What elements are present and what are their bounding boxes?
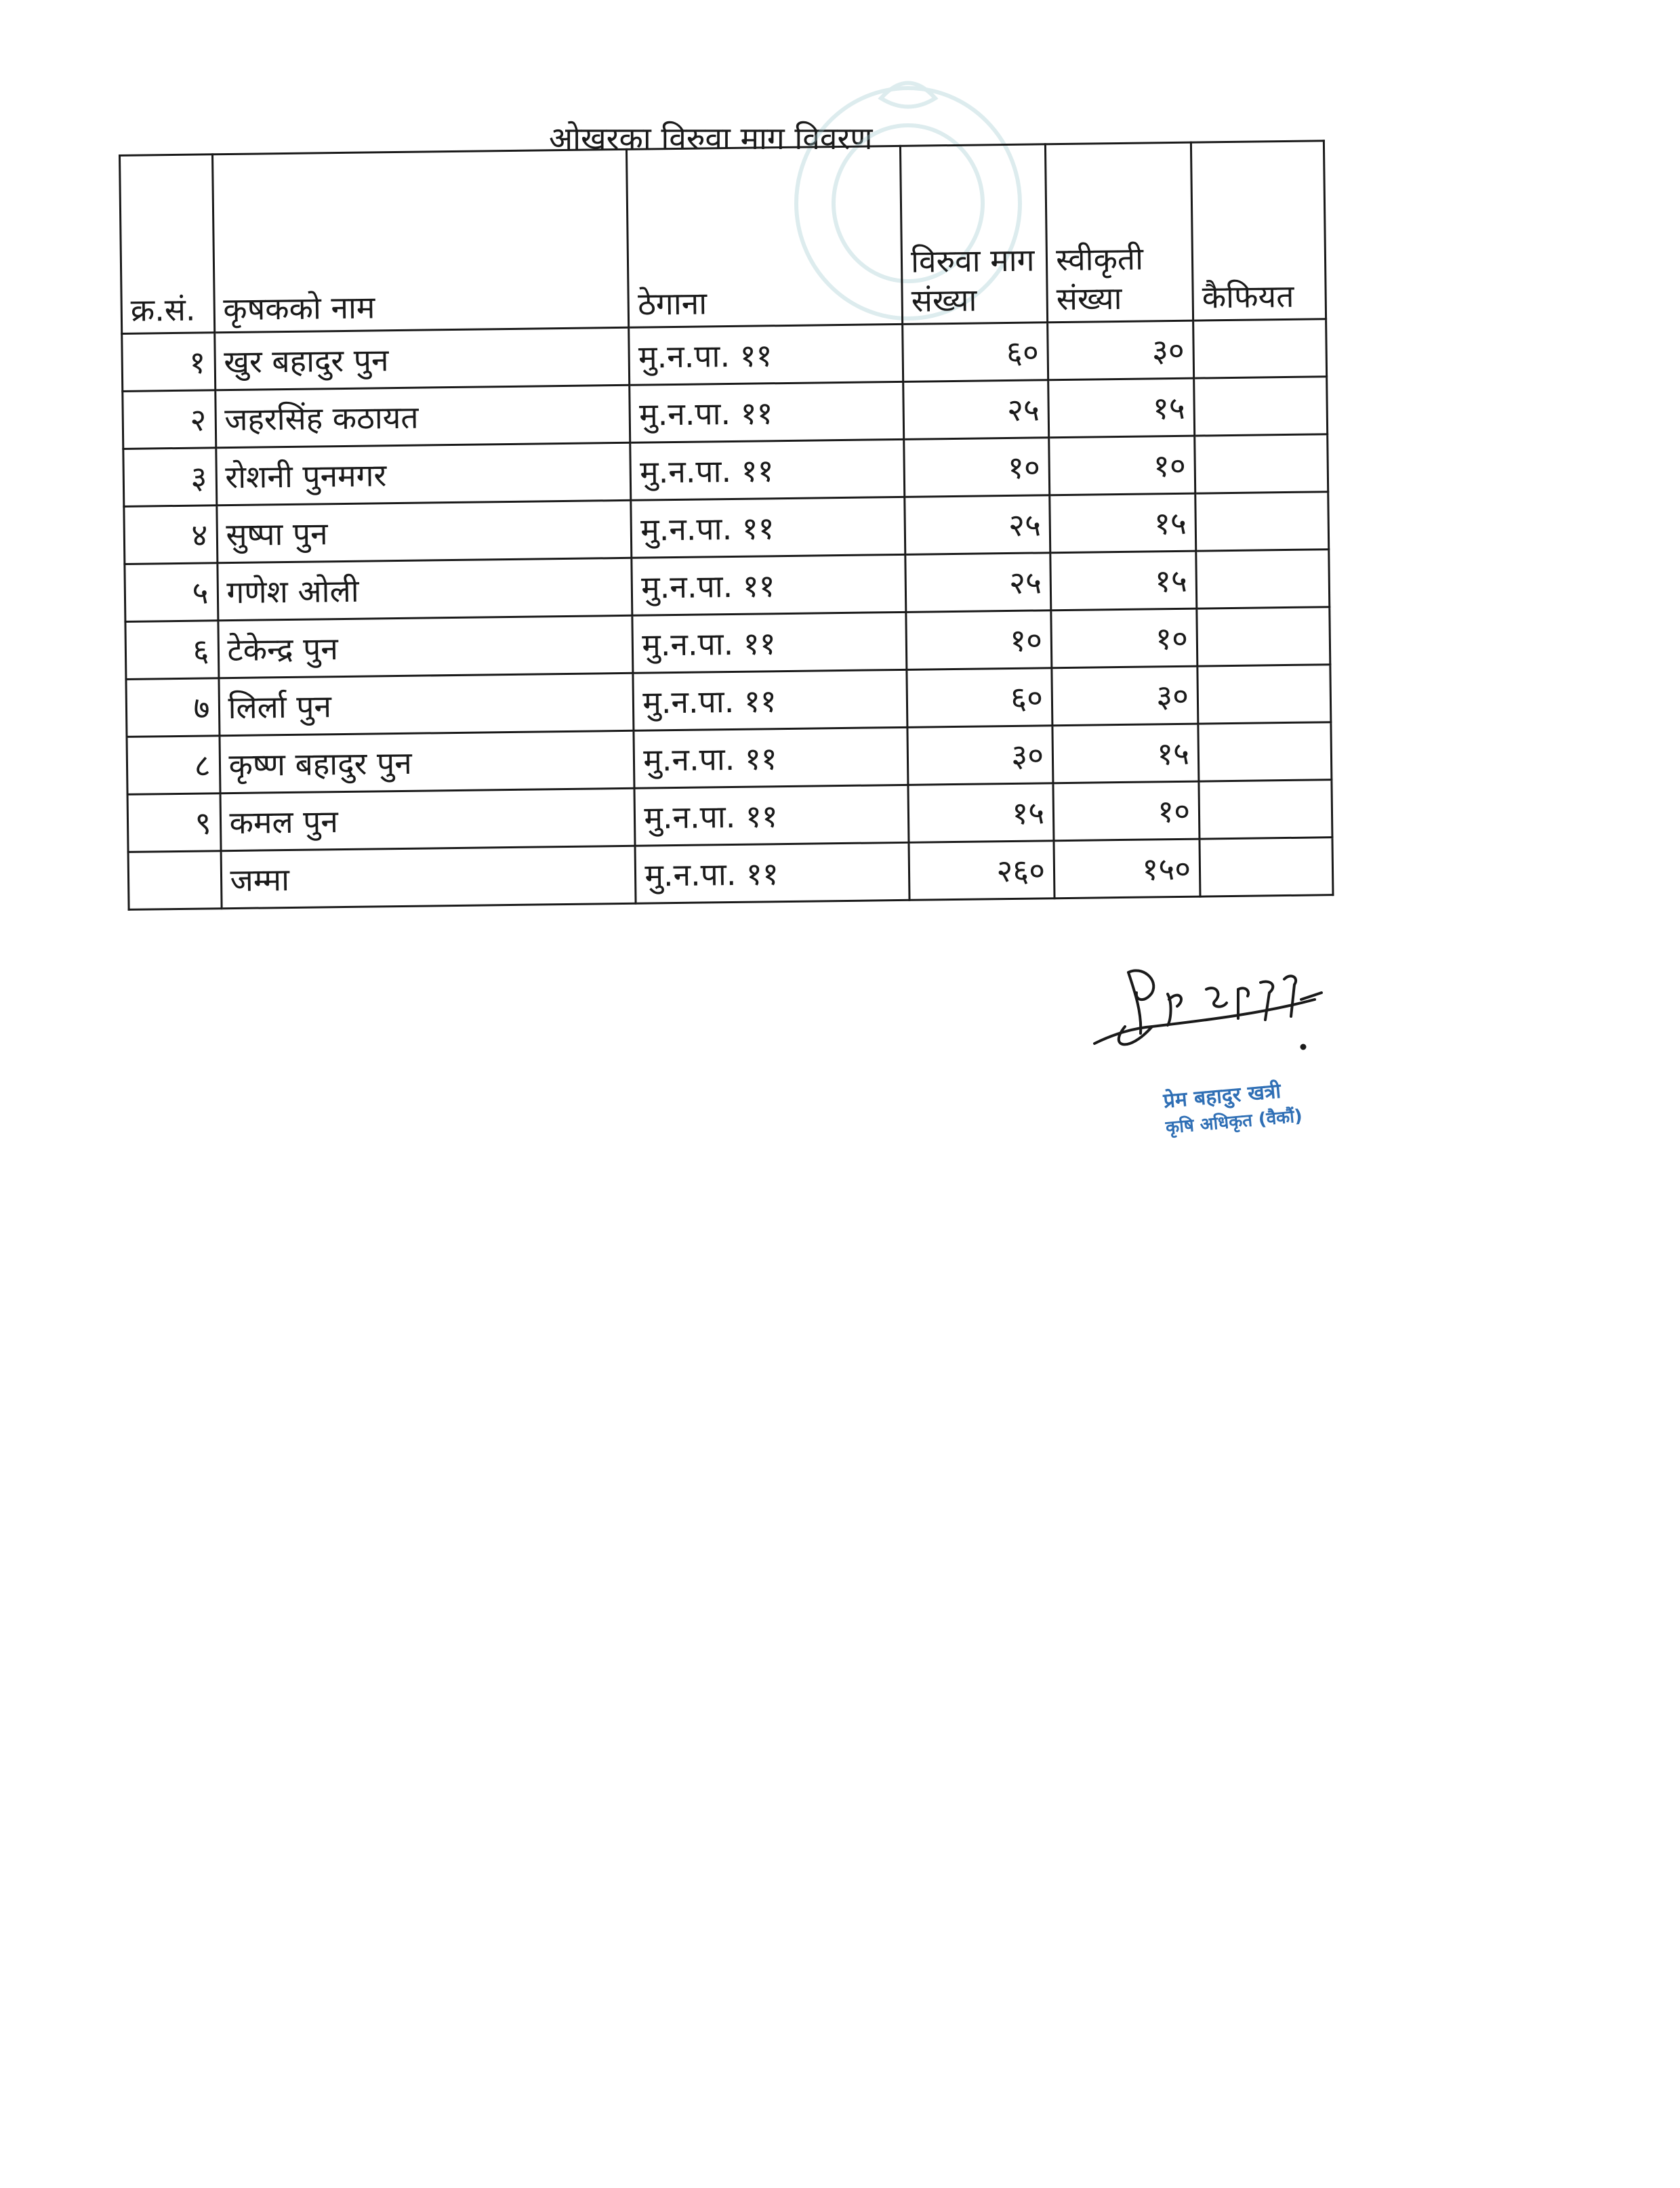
cell-remarks: [1198, 722, 1332, 781]
cell-approved: १५: [1052, 724, 1199, 783]
cell-sn: ४: [124, 505, 218, 564]
cell-approved: १५: [1050, 493, 1196, 553]
cell-sn: ५: [125, 563, 218, 622]
cell-address: मु.न.पा. ११: [632, 554, 906, 615]
cell-address: मु.न.पा. ११: [629, 324, 903, 385]
handwritten-signature: [1088, 952, 1332, 1067]
seedling-demand-table: [119, 140, 1334, 911]
cell-demand: २५: [903, 380, 1049, 440]
cell-demand: २५: [905, 495, 1050, 555]
cell-name: कृष्ण बहादुर पुन: [220, 730, 635, 793]
cell-address: मु.न.पा. ११: [634, 785, 909, 846]
header-sn: क्र.सं.: [120, 154, 215, 334]
cell-name: जहरसिंह कठायत: [215, 385, 630, 447]
cell-approved: १०: [1051, 608, 1197, 668]
cell-sn: २: [123, 390, 216, 449]
cell-address: मु.न.पा. ११: [634, 727, 908, 788]
cell-demand: ६०: [907, 668, 1052, 728]
total-label: जम्मा: [221, 846, 636, 908]
cell-sn: ८: [127, 736, 220, 795]
signer-block: [1162, 1075, 1303, 1140]
cell-sn: १: [122, 333, 216, 392]
cell-approved: १५: [1050, 551, 1197, 611]
cell-demand: १०: [904, 438, 1050, 497]
cell-remarks: [1200, 838, 1333, 896]
cell-approved: १०: [1049, 436, 1195, 495]
cell-remarks: [1194, 377, 1328, 436]
cell-address: मु.न.पा. ११: [630, 439, 905, 500]
total-approved: १५०: [1054, 839, 1200, 899]
cell-name: गणेश ओली: [217, 558, 632, 620]
header-address: ठेगाना: [627, 146, 903, 327]
cell-address: मु.न.पा. ११: [630, 381, 904, 442]
cell-demand: १५: [908, 783, 1054, 843]
cell-sn: ३: [123, 448, 217, 507]
signer-name: प्रेम बहादुर खत्री: [1162, 1079, 1282, 1113]
cell-name: कमल पुन: [220, 788, 636, 850]
cell-name: लिर्ला पुन: [218, 673, 634, 735]
cell-sn: ९: [127, 793, 221, 852]
cell-remarks: [1199, 780, 1332, 839]
cell-approved: ३०: [1052, 666, 1198, 726]
cell-address: मु.न.पा. ११: [632, 612, 907, 673]
cell-sn: ७: [126, 678, 220, 737]
signer-designation: कृषि अधिकृत (वैकौं): [1164, 1106, 1303, 1138]
cell-sn: [128, 851, 222, 910]
total-demand: २६०: [909, 841, 1054, 901]
cell-name: सुष्पा पुन: [216, 500, 632, 562]
header-demand: विरुवा माग संख्या: [900, 144, 1047, 325]
cell-demand: ३०: [907, 726, 1053, 785]
header-name: कृषकको नाम: [212, 149, 629, 332]
cell-approved: १५: [1048, 378, 1195, 438]
cell-demand: ६०: [903, 323, 1048, 382]
cell-name: खुर बहादुर पुन: [214, 327, 630, 390]
header-row: [120, 141, 1326, 334]
cell-remarks: [1197, 665, 1331, 724]
header-remarks: कैफियत: [1191, 141, 1326, 321]
cell-remarks: [1193, 319, 1327, 378]
cell-demand: १०: [906, 611, 1052, 670]
header-approved: स्वीकृती संख्या: [1046, 142, 1193, 323]
cell-address: मु.न.पा. ११: [631, 497, 905, 558]
cell-name: टेकेन्द्र पुन: [218, 615, 633, 678]
cell-address: मु.न.पा. ११: [633, 669, 907, 730]
cell-approved: १०: [1053, 781, 1200, 841]
cell-approved: ३०: [1048, 321, 1194, 380]
cell-name: रोशनी पुनमगर: [216, 442, 631, 505]
document-title: ओखरका विरुवा माग विवरण: [549, 120, 873, 157]
cell-sn: ६: [125, 621, 219, 680]
cell-demand: २५: [905, 553, 1051, 613]
cell-remarks: [1196, 550, 1330, 608]
cell-remarks: [1195, 434, 1328, 493]
cell-remarks: [1197, 607, 1330, 666]
cell-address: मु.न.पा. ११: [635, 842, 909, 903]
cell-remarks: [1195, 492, 1329, 551]
